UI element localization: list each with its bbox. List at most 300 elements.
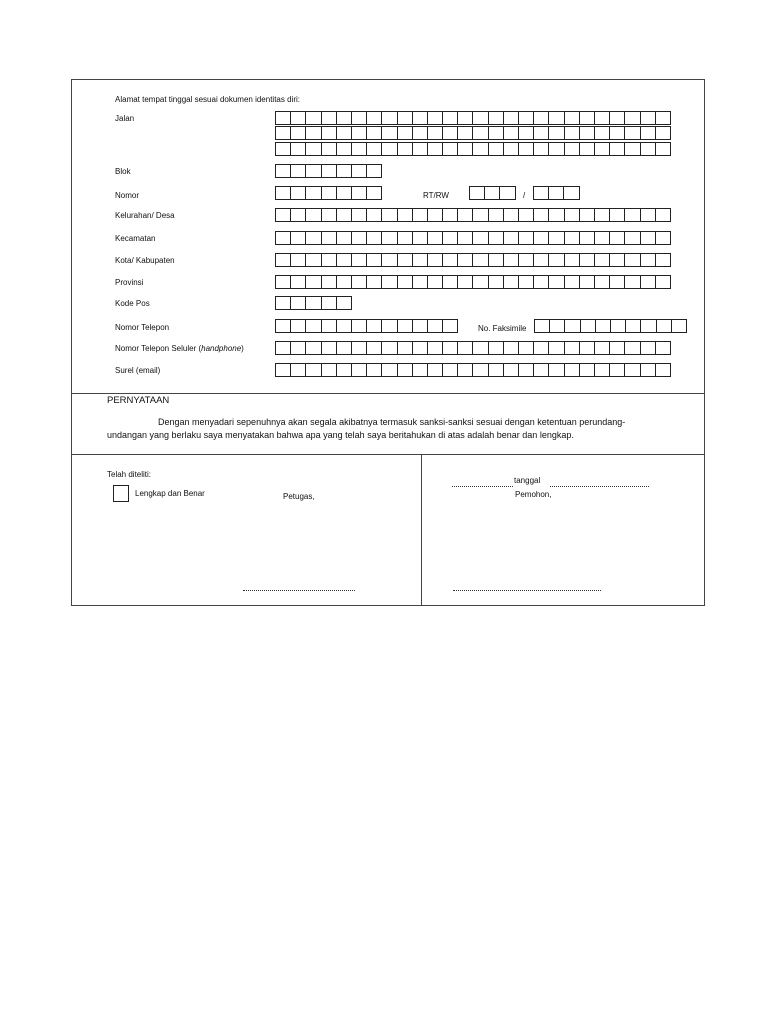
char-box[interactable]	[579, 341, 595, 355]
char-box[interactable]	[290, 319, 306, 333]
char-box[interactable]	[442, 275, 458, 289]
char-box[interactable]	[305, 275, 321, 289]
char-box[interactable]	[351, 164, 367, 178]
char-box[interactable]	[442, 231, 458, 245]
char-box[interactable]	[640, 208, 656, 222]
char-box[interactable]	[488, 142, 504, 156]
char-box[interactable]	[579, 142, 595, 156]
char-box[interactable]	[412, 275, 428, 289]
char-box[interactable]	[366, 111, 382, 125]
char-box[interactable]	[442, 363, 458, 377]
char-box[interactable]	[472, 253, 488, 267]
char-box[interactable]	[488, 363, 504, 377]
char-box[interactable]	[290, 275, 306, 289]
char-box[interactable]	[457, 126, 473, 140]
char-box[interactable]	[305, 208, 321, 222]
char-box[interactable]	[548, 208, 564, 222]
char-box[interactable]	[275, 164, 291, 178]
char-box[interactable]	[640, 253, 656, 267]
char-box[interactable]	[397, 231, 413, 245]
char-box[interactable]	[609, 126, 625, 140]
char-box[interactable]	[275, 186, 291, 200]
char-box[interactable]	[275, 231, 291, 245]
char-box[interactable]	[290, 142, 306, 156]
char-box[interactable]	[412, 208, 428, 222]
char-box[interactable]	[351, 186, 367, 200]
kelurahan-input[interactable]	[275, 208, 671, 222]
char-box[interactable]	[336, 208, 352, 222]
char-box[interactable]	[275, 142, 291, 156]
char-box[interactable]	[609, 231, 625, 245]
char-box[interactable]	[412, 319, 428, 333]
char-box[interactable]	[609, 111, 625, 125]
char-box[interactable]	[488, 275, 504, 289]
char-box[interactable]	[366, 164, 382, 178]
char-box[interactable]	[488, 126, 504, 140]
char-box[interactable]	[548, 363, 564, 377]
char-box[interactable]	[594, 253, 610, 267]
char-box[interactable]	[488, 341, 504, 355]
char-box[interactable]	[503, 275, 519, 289]
char-box[interactable]	[381, 231, 397, 245]
provinsi-input[interactable]	[275, 275, 671, 289]
char-box[interactable]	[499, 186, 515, 200]
char-box[interactable]	[518, 253, 534, 267]
char-box[interactable]	[609, 142, 625, 156]
char-box[interactable]	[671, 319, 687, 333]
char-box[interactable]	[381, 363, 397, 377]
char-box[interactable]	[275, 341, 291, 355]
char-box[interactable]	[397, 142, 413, 156]
char-box[interactable]	[412, 231, 428, 245]
char-box[interactable]	[305, 319, 321, 333]
char-box[interactable]	[594, 275, 610, 289]
char-box[interactable]	[427, 319, 443, 333]
char-box[interactable]	[366, 319, 382, 333]
char-box[interactable]	[564, 253, 580, 267]
char-box[interactable]	[275, 208, 291, 222]
char-box[interactable]	[655, 363, 671, 377]
char-box[interactable]	[442, 126, 458, 140]
char-box[interactable]	[655, 142, 671, 156]
char-box[interactable]	[336, 341, 352, 355]
faksimile-input[interactable]	[534, 319, 687, 333]
char-box[interactable]	[275, 111, 291, 125]
char-box[interactable]	[397, 126, 413, 140]
char-box[interactable]	[290, 186, 306, 200]
char-box[interactable]	[351, 111, 367, 125]
char-box[interactable]	[564, 208, 580, 222]
char-box[interactable]	[427, 341, 443, 355]
char-box[interactable]	[427, 253, 443, 267]
char-box[interactable]	[457, 253, 473, 267]
char-box[interactable]	[533, 186, 549, 200]
char-box[interactable]	[321, 126, 337, 140]
char-box[interactable]	[305, 341, 321, 355]
char-box[interactable]	[457, 111, 473, 125]
char-box[interactable]	[412, 341, 428, 355]
char-box[interactable]	[484, 186, 500, 200]
char-box[interactable]	[412, 126, 428, 140]
char-box[interactable]	[624, 126, 640, 140]
char-box[interactable]	[563, 186, 579, 200]
char-box[interactable]	[655, 208, 671, 222]
char-box[interactable]	[503, 208, 519, 222]
char-box[interactable]	[564, 142, 580, 156]
char-box[interactable]	[610, 319, 626, 333]
char-box[interactable]	[321, 111, 337, 125]
char-box[interactable]	[442, 111, 458, 125]
char-box[interactable]	[457, 363, 473, 377]
char-box[interactable]	[472, 275, 488, 289]
char-box[interactable]	[366, 126, 382, 140]
char-box[interactable]	[594, 111, 610, 125]
char-box[interactable]	[336, 231, 352, 245]
char-box[interactable]	[305, 164, 321, 178]
char-box[interactable]	[321, 164, 337, 178]
char-box[interactable]	[548, 142, 564, 156]
char-box[interactable]	[457, 275, 473, 289]
char-box[interactable]	[548, 231, 564, 245]
char-box[interactable]	[457, 208, 473, 222]
char-box[interactable]	[503, 363, 519, 377]
char-box[interactable]	[305, 296, 321, 310]
char-box[interactable]	[655, 253, 671, 267]
char-box[interactable]	[321, 253, 337, 267]
char-box[interactable]	[351, 275, 367, 289]
char-box[interactable]	[655, 111, 671, 125]
applicant-signature-line[interactable]	[453, 590, 601, 591]
char-box[interactable]	[503, 142, 519, 156]
char-box[interactable]	[548, 126, 564, 140]
char-box[interactable]	[518, 341, 534, 355]
char-box[interactable]	[275, 319, 291, 333]
char-box[interactable]	[640, 126, 656, 140]
char-box[interactable]	[442, 208, 458, 222]
char-box[interactable]	[640, 231, 656, 245]
place-line[interactable]	[452, 486, 513, 487]
char-box[interactable]	[655, 126, 671, 140]
char-box[interactable]	[427, 208, 443, 222]
char-box[interactable]	[427, 126, 443, 140]
char-box[interactable]	[427, 231, 443, 245]
char-box[interactable]	[472, 142, 488, 156]
char-box[interactable]	[594, 341, 610, 355]
char-box[interactable]	[397, 363, 413, 377]
char-box[interactable]	[275, 296, 291, 310]
char-box[interactable]	[640, 142, 656, 156]
rw-input[interactable]	[533, 186, 580, 200]
char-box[interactable]	[397, 111, 413, 125]
char-box[interactable]	[336, 186, 352, 200]
char-box[interactable]	[412, 253, 428, 267]
char-box[interactable]	[580, 319, 596, 333]
char-box[interactable]	[351, 231, 367, 245]
char-box[interactable]	[336, 296, 352, 310]
char-box[interactable]	[397, 275, 413, 289]
char-box[interactable]	[366, 186, 382, 200]
char-box[interactable]	[366, 363, 382, 377]
char-box[interactable]	[609, 341, 625, 355]
char-box[interactable]	[412, 363, 428, 377]
char-box[interactable]	[321, 186, 337, 200]
char-box[interactable]	[533, 142, 549, 156]
char-box[interactable]	[656, 319, 672, 333]
char-box[interactable]	[275, 363, 291, 377]
seluler-input[interactable]	[275, 341, 671, 355]
char-box[interactable]	[488, 253, 504, 267]
char-box[interactable]	[548, 275, 564, 289]
char-box[interactable]	[640, 319, 656, 333]
char-box[interactable]	[381, 208, 397, 222]
char-box[interactable]	[381, 275, 397, 289]
char-box[interactable]	[427, 275, 443, 289]
jalan-input-row-3[interactable]	[275, 142, 671, 156]
char-box[interactable]	[548, 341, 564, 355]
lengkap-checkbox[interactable]	[113, 485, 129, 502]
char-box[interactable]	[609, 253, 625, 267]
char-box[interactable]	[397, 253, 413, 267]
char-box[interactable]	[534, 319, 550, 333]
char-box[interactable]	[579, 363, 595, 377]
char-box[interactable]	[469, 186, 485, 200]
char-box[interactable]	[533, 111, 549, 125]
char-box[interactable]	[381, 341, 397, 355]
char-box[interactable]	[624, 363, 640, 377]
char-box[interactable]	[655, 275, 671, 289]
char-box[interactable]	[275, 275, 291, 289]
char-box[interactable]	[290, 164, 306, 178]
char-box[interactable]	[351, 142, 367, 156]
char-box[interactable]	[533, 208, 549, 222]
char-box[interactable]	[336, 253, 352, 267]
char-box[interactable]	[305, 142, 321, 156]
char-box[interactable]	[290, 253, 306, 267]
char-box[interactable]	[351, 341, 367, 355]
char-box[interactable]	[366, 208, 382, 222]
char-box[interactable]	[579, 231, 595, 245]
char-box[interactable]	[321, 231, 337, 245]
char-box[interactable]	[457, 231, 473, 245]
char-box[interactable]	[381, 319, 397, 333]
char-box[interactable]	[518, 142, 534, 156]
char-box[interactable]	[655, 231, 671, 245]
char-box[interactable]	[290, 341, 306, 355]
jalan-input-row-2[interactable]	[275, 126, 671, 140]
char-box[interactable]	[533, 363, 549, 377]
char-box[interactable]	[518, 126, 534, 140]
char-box[interactable]	[548, 186, 564, 200]
char-box[interactable]	[366, 142, 382, 156]
char-box[interactable]	[640, 341, 656, 355]
char-box[interactable]	[655, 341, 671, 355]
char-box[interactable]	[579, 275, 595, 289]
char-box[interactable]	[533, 341, 549, 355]
char-box[interactable]	[594, 142, 610, 156]
char-box[interactable]	[366, 253, 382, 267]
char-box[interactable]	[336, 111, 352, 125]
char-box[interactable]	[533, 275, 549, 289]
char-box[interactable]	[321, 341, 337, 355]
char-box[interactable]	[624, 253, 640, 267]
kode-pos-input[interactable]	[275, 296, 352, 310]
char-box[interactable]	[305, 363, 321, 377]
char-box[interactable]	[472, 341, 488, 355]
char-box[interactable]	[351, 253, 367, 267]
char-box[interactable]	[624, 208, 640, 222]
char-box[interactable]	[305, 126, 321, 140]
char-box[interactable]	[290, 296, 306, 310]
char-box[interactable]	[564, 231, 580, 245]
char-box[interactable]	[640, 363, 656, 377]
char-box[interactable]	[305, 253, 321, 267]
char-box[interactable]	[321, 296, 337, 310]
char-box[interactable]	[518, 363, 534, 377]
char-box[interactable]	[381, 253, 397, 267]
char-box[interactable]	[305, 231, 321, 245]
char-box[interactable]	[305, 186, 321, 200]
char-box[interactable]	[290, 363, 306, 377]
char-box[interactable]	[564, 319, 580, 333]
char-box[interactable]	[503, 253, 519, 267]
char-box[interactable]	[472, 208, 488, 222]
char-box[interactable]	[564, 126, 580, 140]
char-box[interactable]	[640, 111, 656, 125]
char-box[interactable]	[457, 142, 473, 156]
char-box[interactable]	[321, 363, 337, 377]
char-box[interactable]	[366, 231, 382, 245]
char-box[interactable]	[366, 341, 382, 355]
char-box[interactable]	[488, 208, 504, 222]
char-box[interactable]	[503, 126, 519, 140]
char-box[interactable]	[351, 363, 367, 377]
char-box[interactable]	[579, 111, 595, 125]
char-box[interactable]	[336, 319, 352, 333]
char-box[interactable]	[503, 231, 519, 245]
char-box[interactable]	[549, 319, 565, 333]
char-box[interactable]	[442, 253, 458, 267]
char-box[interactable]	[381, 111, 397, 125]
char-box[interactable]	[579, 208, 595, 222]
telepon-input[interactable]	[275, 319, 458, 333]
nomor-input[interactable]	[275, 186, 382, 200]
kota-input[interactable]	[275, 253, 671, 267]
char-box[interactable]	[336, 126, 352, 140]
char-box[interactable]	[564, 341, 580, 355]
char-box[interactable]	[321, 142, 337, 156]
char-box[interactable]	[594, 231, 610, 245]
blok-input[interactable]	[275, 164, 382, 178]
char-box[interactable]	[336, 142, 352, 156]
char-box[interactable]	[472, 111, 488, 125]
char-box[interactable]	[321, 319, 337, 333]
char-box[interactable]	[321, 275, 337, 289]
char-box[interactable]	[595, 319, 611, 333]
char-box[interactable]	[594, 126, 610, 140]
char-box[interactable]	[548, 111, 564, 125]
officer-signature-line[interactable]	[243, 590, 355, 591]
char-box[interactable]	[594, 208, 610, 222]
char-box[interactable]	[275, 126, 291, 140]
char-box[interactable]	[305, 111, 321, 125]
char-box[interactable]	[579, 253, 595, 267]
char-box[interactable]	[624, 341, 640, 355]
char-box[interactable]	[533, 253, 549, 267]
char-box[interactable]	[381, 126, 397, 140]
char-box[interactable]	[533, 126, 549, 140]
char-box[interactable]	[564, 275, 580, 289]
char-box[interactable]	[290, 208, 306, 222]
jalan-input-row-1[interactable]	[275, 111, 671, 125]
char-box[interactable]	[594, 363, 610, 377]
char-box[interactable]	[609, 275, 625, 289]
char-box[interactable]	[472, 126, 488, 140]
char-box[interactable]	[336, 164, 352, 178]
char-box[interactable]	[518, 208, 534, 222]
char-box[interactable]	[518, 275, 534, 289]
char-box[interactable]	[564, 111, 580, 125]
char-box[interactable]	[518, 231, 534, 245]
char-box[interactable]	[397, 208, 413, 222]
char-box[interactable]	[624, 142, 640, 156]
char-box[interactable]	[624, 275, 640, 289]
char-box[interactable]	[472, 363, 488, 377]
char-box[interactable]	[321, 208, 337, 222]
char-box[interactable]	[548, 253, 564, 267]
char-box[interactable]	[640, 275, 656, 289]
char-box[interactable]	[624, 111, 640, 125]
char-box[interactable]	[381, 142, 397, 156]
char-box[interactable]	[351, 208, 367, 222]
char-box[interactable]	[397, 341, 413, 355]
char-box[interactable]	[366, 275, 382, 289]
char-box[interactable]	[518, 111, 534, 125]
char-box[interactable]	[442, 341, 458, 355]
char-box[interactable]	[427, 363, 443, 377]
rt-input[interactable]	[469, 186, 516, 200]
char-box[interactable]	[427, 142, 443, 156]
kecamatan-input[interactable]	[275, 231, 671, 245]
char-box[interactable]	[609, 363, 625, 377]
surel-input[interactable]	[275, 363, 671, 377]
char-box[interactable]	[336, 363, 352, 377]
char-box[interactable]	[442, 319, 458, 333]
char-box[interactable]	[533, 231, 549, 245]
char-box[interactable]	[290, 126, 306, 140]
date-line[interactable]	[550, 486, 649, 487]
char-box[interactable]	[336, 275, 352, 289]
char-box[interactable]	[503, 111, 519, 125]
char-box[interactable]	[564, 363, 580, 377]
char-box[interactable]	[457, 341, 473, 355]
char-box[interactable]	[442, 142, 458, 156]
char-box[interactable]	[579, 126, 595, 140]
char-box[interactable]	[488, 231, 504, 245]
char-box[interactable]	[397, 319, 413, 333]
char-box[interactable]	[488, 111, 504, 125]
char-box[interactable]	[624, 231, 640, 245]
char-box[interactable]	[290, 231, 306, 245]
char-box[interactable]	[609, 208, 625, 222]
char-box[interactable]	[351, 319, 367, 333]
char-box[interactable]	[290, 111, 306, 125]
char-box[interactable]	[472, 231, 488, 245]
char-box[interactable]	[503, 341, 519, 355]
char-box[interactable]	[275, 253, 291, 267]
char-box[interactable]	[412, 142, 428, 156]
char-box[interactable]	[412, 111, 428, 125]
char-box[interactable]	[625, 319, 641, 333]
